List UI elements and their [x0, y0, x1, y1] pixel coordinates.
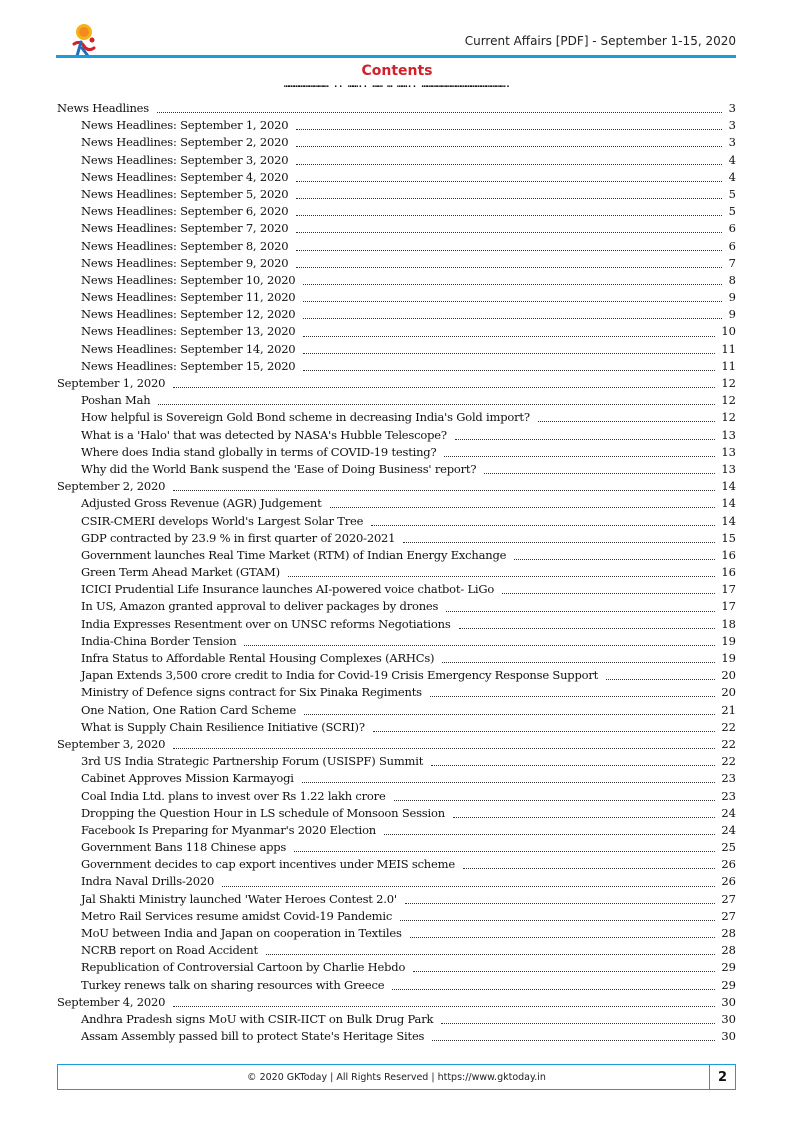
toc-section-entry[interactable]: [57, 995, 736, 1012]
toc-entry-label: News Headlines: September 6, 2020: [81, 204, 289, 219]
toc-entry-label: Infra Status to Affordable Rental Housing Complexes (ARHCs): [81, 651, 435, 665]
toc-entry-page: 21: [721, 702, 736, 717]
toc-entry-page: 12: [721, 393, 736, 408]
toc-entry-label: Where does India stand globally in terms of COVID-19 testing?: [81, 444, 437, 459]
toc-entry-page: 29: [721, 977, 736, 992]
toc-entry-page: 11: [721, 341, 736, 356]
toc-entry-page: 11: [721, 358, 736, 373]
toc-entry-label: Coal India Ltd. plans to invest over Rs 1.22 lakh crore: [81, 788, 386, 803]
toc-dot-leader: [453, 817, 715, 818]
toc-entry[interactable]: [57, 617, 736, 634]
toc-entry-label: 3rd US India Strategic Partnership Forum (USISPF) Summit: [81, 754, 424, 769]
toc-dot-leader: [455, 439, 716, 440]
toc-dot-leader: [296, 129, 722, 130]
contents-heading-underline: ……………………… .. …….. …… … …….. …………………………………………….: [283, 80, 511, 90]
toc-dot-leader: [303, 370, 715, 371]
toc-dot-leader: [442, 662, 715, 663]
toc-dot-leader: [173, 387, 715, 388]
toc-entry[interactable]: [57, 754, 736, 771]
toc-dot-leader: [173, 748, 715, 749]
toc-entry-label: Government Bans 118 Chinese apps: [81, 840, 287, 855]
toc-entry[interactable]: [57, 892, 736, 909]
toc-entry[interactable]: [57, 221, 736, 238]
toc-dot-leader: [244, 645, 715, 646]
toc-entry-label: Government launches Real Time Market (RTM) of Indian Energy Exchange: [81, 547, 507, 562]
toc-entry-page: 25: [721, 840, 736, 855]
toc-entry[interactable]: [57, 135, 736, 152]
toc-section-entry[interactable]: [57, 737, 736, 754]
toc-dot-leader: [296, 164, 722, 165]
toc-entry-page: 12: [721, 376, 736, 390]
page-footer: [57, 1064, 736, 1090]
toc-entry[interactable]: [57, 359, 736, 376]
toc-entry-label: News Headlines: September 14, 2020: [81, 341, 296, 356]
toc-entry-label: News Headlines: September 11, 2020: [81, 290, 296, 305]
toc-entry-page: 4: [728, 152, 736, 167]
toc-entry-label: Japan Extends 3,500 crore credit to India for Covid-19 Crisis Emergency Response Support: [81, 668, 599, 683]
toc-entry[interactable]: [57, 445, 736, 462]
toc-dot-leader: [400, 920, 715, 921]
toc-dot-leader: [288, 576, 716, 577]
toc-entry[interactable]: [57, 1012, 736, 1029]
toc-entry-page: 18: [721, 616, 736, 631]
toc-entry-page: 3: [728, 135, 736, 150]
toc-entry-page: 26: [721, 874, 736, 889]
toc-entry-page: 6: [728, 221, 736, 236]
toc-entry-label: Turkey renews talk on sharing resources with Greece: [81, 977, 385, 992]
toc-dot-leader: [484, 473, 715, 474]
toc-entry-label: September 2, 2020: [57, 479, 166, 494]
toc-entry-label: Cabinet Approves Mission Karmayogi: [81, 771, 294, 786]
toc-entry[interactable]: [57, 531, 736, 548]
toc-dot-leader: [173, 1006, 715, 1007]
toc-entry-label: News Headlines: September 1, 2020: [81, 118, 289, 133]
toc-entry[interactable]: [57, 187, 736, 204]
toc-entry[interactable]: [57, 170, 736, 187]
toc-entry-label: News Headlines: September 10, 2020: [81, 272, 296, 287]
toc-entry-page: 16: [721, 565, 736, 580]
toc-dot-leader: [303, 301, 722, 302]
toc-dot-leader: [373, 731, 716, 732]
toc-entry-label: How helpful is Sovereign Gold Bond scheme in decreasing India's Gold import?: [81, 410, 530, 425]
contents-heading: Contents: [361, 63, 433, 79]
toc-entry-page: 17: [721, 599, 736, 614]
toc-entry-page: 13: [721, 461, 736, 476]
toc-entry[interactable]: [57, 651, 736, 668]
toc-entry[interactable]: [57, 307, 736, 324]
toc-entry[interactable]: [57, 720, 736, 737]
toc-entry[interactable]: [57, 204, 736, 221]
toc-dot-leader: [302, 782, 716, 783]
header-divider: [56, 55, 736, 58]
toc-entry-page: 30: [721, 1029, 736, 1044]
toc-entry-page: 10: [721, 324, 736, 339]
toc-entry-label: News Headlines: September 9, 2020: [81, 255, 289, 270]
toc-dot-leader: [431, 765, 715, 766]
toc-entry-label: Indra Naval Drills-2020: [81, 874, 215, 889]
toc-entry-label: News Headlines: September 2, 2020: [81, 135, 289, 150]
toc-dot-leader: [403, 542, 715, 543]
toc-entry-page: 30: [721, 994, 736, 1009]
toc-dot-leader: [446, 611, 715, 612]
toc-entry[interactable]: [57, 703, 736, 720]
toc-entry-label: News Headlines: [57, 101, 149, 115]
toc-entry-label: GDP contracted by 23.9 % in first quarter of 2020-2021: [81, 530, 396, 545]
toc-entry-page: 27: [721, 908, 736, 923]
toc-dot-leader: [296, 146, 722, 147]
toc-entry[interactable]: [57, 324, 736, 341]
toc-entry-label: Andhra Pradesh signs MoU with CSIR-IICT on Bulk Drug Park: [81, 1011, 434, 1026]
toc-dot-leader: [296, 250, 722, 251]
toc-entry-label: What is a 'Halo' that was detected by NASA's Hubble Telescope?: [81, 427, 447, 442]
toc-entry-label: News Headlines: September 5, 2020: [81, 186, 289, 201]
toc-entry[interactable]: [57, 978, 736, 995]
toc-entry-page: 8: [728, 272, 736, 287]
toc-entry-label: Dropping the Question Hour in LS schedule of Monsoon Session: [81, 805, 445, 820]
toc-entry-label: Why did the World Bank suspend the 'Ease of Doing Business' report?: [81, 461, 477, 476]
toc-dot-leader: [296, 215, 722, 216]
toc-entry-page: 19: [721, 633, 736, 648]
toc-entry-page: 14: [721, 496, 736, 511]
toc-entry-label: MoU between India and Japan on cooperation in Textiles: [81, 926, 402, 940]
toc-entry-page: 20: [721, 668, 736, 683]
toc-entry[interactable]: [57, 462, 736, 479]
toc-dot-leader: [392, 989, 715, 990]
toc-entry[interactable]: [57, 960, 736, 977]
footer-copyright: © 2020 GKToday | All Rights Reserved | https://www.gktoday.in: [247, 1071, 546, 1083]
toc-dot-leader: [394, 800, 716, 801]
toc-entry[interactable]: [57, 668, 736, 685]
toc-entry[interactable]: [57, 634, 736, 651]
toc-entry-page: 7: [728, 255, 736, 270]
toc-dot-leader: [444, 456, 715, 457]
toc-entry-page: 23: [721, 788, 736, 803]
toc-entry-page: 13: [721, 444, 736, 459]
toc-entry-label: Republication of Controversial Cartoon by Charlie Hebdo: [81, 960, 406, 975]
toc-entry-page: 26: [721, 857, 736, 872]
toc-entry[interactable]: [57, 565, 736, 582]
toc-entry[interactable]: [57, 909, 736, 926]
toc-entry-label: News Headlines: September 7, 2020: [81, 221, 289, 236]
toc-dot-leader: [296, 232, 722, 233]
toc-section-entry[interactable]: [57, 376, 736, 393]
toc-dot-leader: [430, 696, 716, 697]
toc-entry[interactable]: [57, 496, 736, 513]
toc-entry-label: Poshan Mah: [81, 393, 151, 408]
toc-entry[interactable]: [57, 153, 736, 170]
toc-entry-page: 19: [721, 651, 736, 665]
toc-entry-page: 12: [721, 410, 736, 425]
toc-entry[interactable]: [57, 342, 736, 359]
toc-entry[interactable]: [57, 926, 736, 943]
toc-entry[interactable]: [57, 239, 736, 256]
toc-dot-leader: [266, 954, 715, 955]
toc-entry-label: In US, Amazon granted approval to deliver packages by drones: [81, 599, 439, 614]
toc-entry-label: News Headlines: September 4, 2020: [81, 169, 289, 184]
toc-dot-leader: [514, 559, 715, 560]
toc-entry-label: Government decides to cap export incentives under MEIS scheme: [81, 857, 455, 872]
toc-entry-page: 5: [728, 186, 736, 201]
toc-dot-leader: [296, 267, 722, 268]
table-of-contents: [57, 101, 736, 1046]
toc-entry-page: 29: [721, 960, 736, 975]
toc-entry[interactable]: [57, 771, 736, 788]
toc-dot-leader: [304, 714, 715, 715]
toc-entry-page: 20: [721, 685, 736, 700]
toc-dot-leader: [405, 903, 716, 904]
toc-entry-label: News Headlines: September 15, 2020: [81, 358, 296, 373]
toc-entry[interactable]: [57, 514, 736, 531]
toc-entry-label: ICICI Prudential Life Insurance launches AI-powered voice chatbot- LiGo: [81, 582, 495, 597]
toc-entry-label: September 1, 2020: [57, 376, 166, 390]
toc-entry-page: 27: [721, 891, 736, 906]
toc-entry-page: 14: [721, 479, 736, 494]
toc-entry[interactable]: [57, 393, 736, 410]
toc-entry-page: 23: [721, 771, 736, 786]
toc-entry[interactable]: [57, 428, 736, 445]
toc-dot-leader: [296, 181, 722, 182]
toc-dot-leader: [410, 937, 716, 938]
toc-dot-leader: [413, 971, 715, 972]
toc-entry-label: What is Supply Chain Resilience Initiative (SCRI)?: [81, 719, 365, 734]
toc-dot-leader: [294, 851, 715, 852]
toc-entry[interactable]: [57, 599, 736, 616]
toc-entry-page: 22: [721, 754, 736, 769]
toc-dot-leader: [441, 1023, 715, 1024]
toc-section-entry[interactable]: [57, 479, 736, 496]
page-number: 2: [709, 1064, 735, 1090]
toc-entry[interactable]: [57, 840, 736, 857]
toc-entry[interactable]: [57, 548, 736, 565]
toc-entry[interactable]: [57, 823, 736, 840]
toc-entry-page: 14: [721, 513, 736, 528]
toc-entry-page: 16: [721, 547, 736, 562]
toc-entry[interactable]: [57, 290, 736, 307]
toc-entry[interactable]: [57, 273, 736, 290]
toc-entry-page: 17: [721, 582, 736, 597]
toc-entry-label: Green Term Ahead Market (GTAM): [81, 565, 280, 580]
toc-section-entry[interactable]: [57, 101, 736, 118]
toc-entry-label: News Headlines: September 13, 2020: [81, 324, 296, 339]
toc-entry-label: Adjusted Gross Revenue (AGR) Judgement: [81, 496, 322, 511]
toc-entry-label: India Expresses Resentment over on UNSC reforms Negotiations: [81, 616, 451, 631]
toc-entry-page: 3: [728, 118, 736, 133]
toc-entry-label: News Headlines: September 12, 2020: [81, 307, 296, 322]
toc-entry-page: 4: [728, 169, 736, 184]
toc-dot-leader: [371, 525, 715, 526]
toc-entry-page: 28: [721, 926, 736, 940]
toc-entry-label: India-China Border Tension: [81, 633, 237, 648]
toc-entry-label: Ministry of Defence signs contract for Six Pinaka Regiments: [81, 685, 422, 700]
toc-entry-page: 13: [721, 427, 736, 442]
toc-entry-page: 30: [721, 1011, 736, 1026]
toc-entry-label: Jal Shakti Ministry launched 'Water Heroes Contest 2.0': [81, 891, 397, 906]
toc-entry-label: Facebook Is Preparing for Myanmar's 2020 Election: [81, 822, 377, 837]
toc-dot-leader: [459, 628, 716, 629]
toc-dot-leader: [538, 421, 716, 422]
toc-entry[interactable]: [57, 582, 736, 599]
toc-dot-leader: [384, 834, 715, 835]
toc-entry-page: 28: [721, 943, 736, 958]
toc-entry-page: 3: [728, 101, 736, 115]
toc-entry-label: One Nation, One Ration Card Scheme: [81, 702, 297, 717]
toc-entry[interactable]: [57, 874, 736, 891]
toc-dot-leader: [303, 318, 722, 319]
toc-entry-page: 6: [728, 238, 736, 253]
toc-entry[interactable]: [57, 857, 736, 874]
toc-entry-page: 24: [721, 805, 736, 820]
toc-dot-leader: [330, 507, 716, 508]
toc-dot-leader: [606, 679, 715, 680]
toc-entry-label: September 4, 2020: [57, 994, 166, 1009]
toc-entry-page: 22: [721, 719, 736, 734]
toc-entry[interactable]: [57, 789, 736, 806]
toc-entry-label: Assam Assembly passed bill to protect State's Heritage Sites: [81, 1029, 425, 1044]
toc-dot-leader: [303, 336, 715, 337]
toc-dot-leader: [222, 886, 715, 887]
toc-dot-leader: [158, 404, 715, 405]
toc-entry[interactable]: [57, 943, 736, 960]
toc-entry-label: CSIR-CMERI develops World's Largest Solar Tree: [81, 513, 364, 528]
toc-entry-label: News Headlines: September 3, 2020: [81, 152, 289, 167]
toc-dot-leader: [502, 593, 715, 594]
toc-entry[interactable]: [57, 685, 736, 702]
document-header-title: Current Affairs [PDF] - September 1-15, 2020: [464, 34, 736, 48]
toc-dot-leader: [463, 868, 715, 869]
toc-dot-leader: [303, 353, 715, 354]
toc-entry-page: 5: [728, 204, 736, 219]
toc-entry-label: September 3, 2020: [57, 736, 166, 751]
toc-entry-label: Metro Rail Services resume amidst Covid-19 Pandemic: [81, 908, 393, 923]
toc-dot-leader: [432, 1040, 715, 1041]
toc-entry-page: 9: [728, 290, 736, 305]
toc-dot-leader: [303, 284, 722, 285]
toc-entry[interactable]: [57, 806, 736, 823]
toc-entry-page: 22: [721, 736, 736, 751]
toc-entry-page: 15: [721, 530, 736, 545]
toc-entry[interactable]: [57, 256, 736, 273]
toc-entry-label: NCRB report on Road Accident: [81, 943, 258, 958]
toc-entry-page: 9: [728, 307, 736, 322]
toc-dot-leader: [157, 112, 722, 113]
toc-entry[interactable]: [57, 1029, 736, 1046]
toc-dot-leader: [296, 198, 722, 199]
toc-entry[interactable]: [57, 118, 736, 135]
toc-entry-page: 24: [721, 822, 736, 837]
toc-entry-label: News Headlines: September 8, 2020: [81, 238, 289, 253]
toc-dot-leader: [173, 490, 715, 491]
toc-entry[interactable]: [57, 410, 736, 427]
